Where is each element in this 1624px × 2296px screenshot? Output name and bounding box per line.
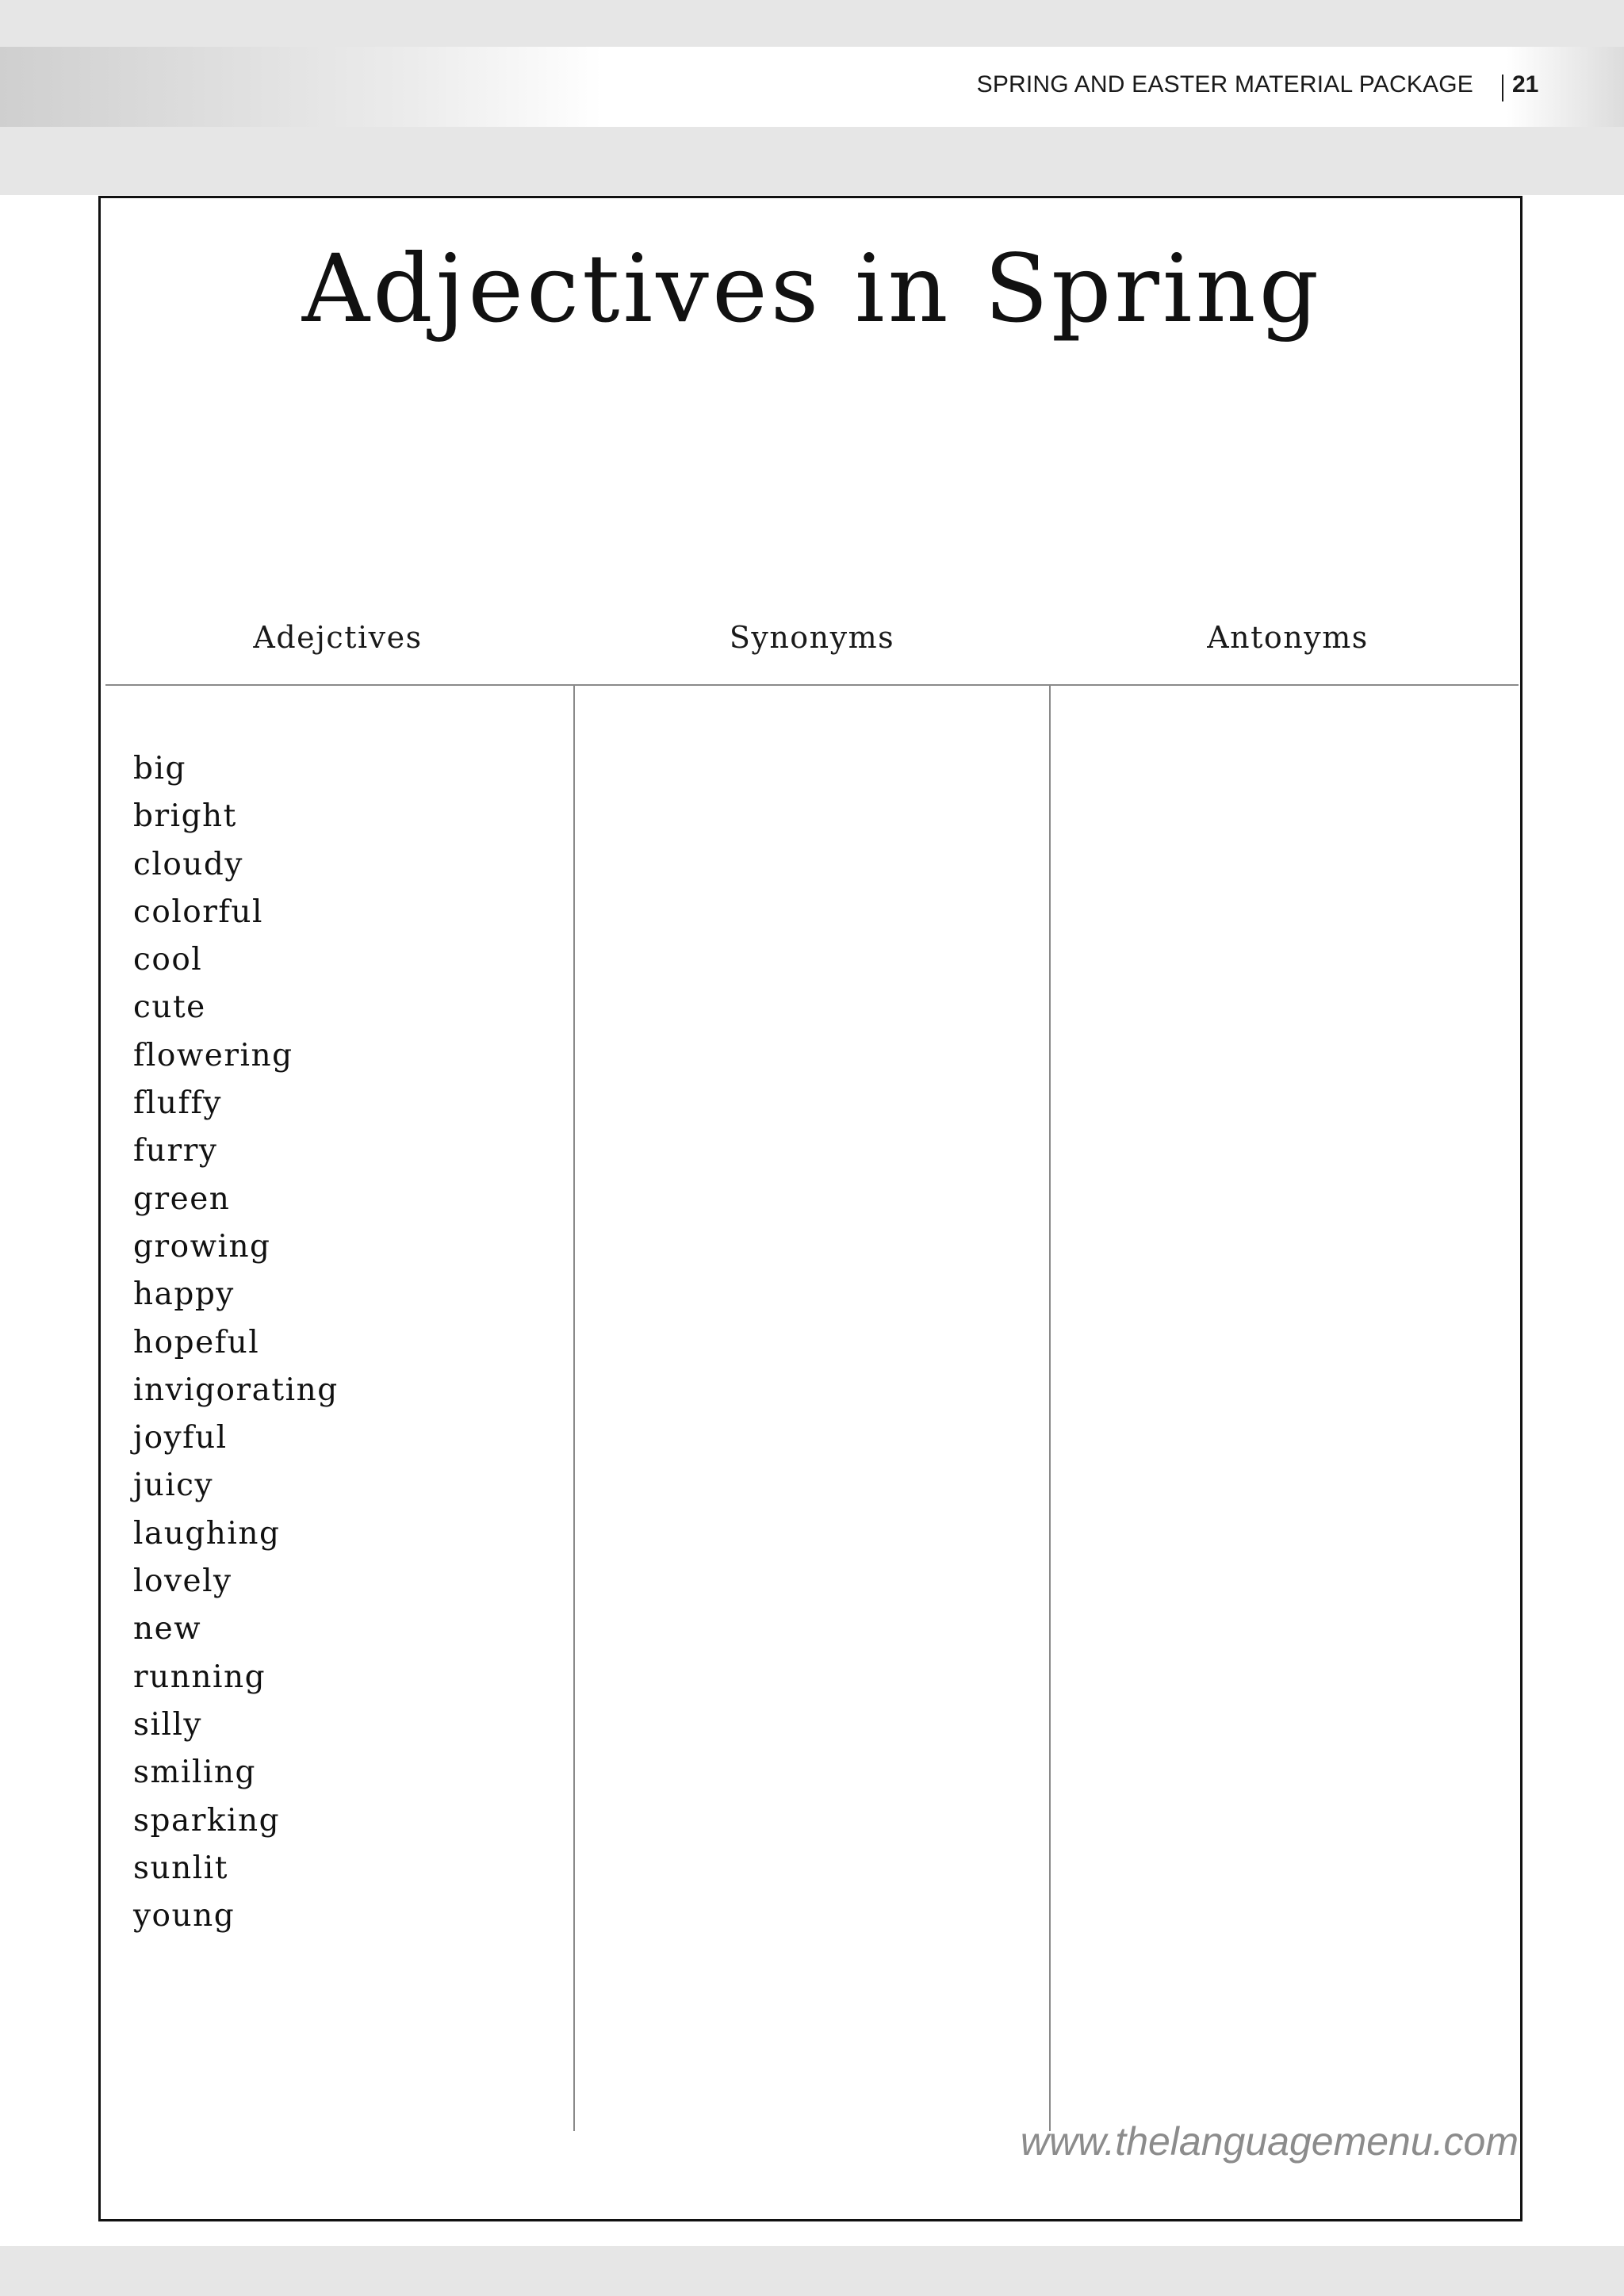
adjective-item: silly — [133, 1706, 202, 1743]
adjective-item: happy — [133, 1276, 235, 1313]
adjective-item: joyful — [133, 1420, 228, 1456]
adjective-item: bright — [133, 798, 237, 835]
website-url: www.thelanguagemenu.com — [1020, 2119, 1519, 2164]
page-title: Adjectives in Spring — [301, 234, 1323, 343]
adjective-item: cloudy — [133, 846, 243, 882]
adjective-item: laughing — [133, 1515, 281, 1552]
column-header-adjectives: Adejctives — [253, 620, 423, 655]
adjective-item: green — [133, 1181, 231, 1217]
header-separator — [1502, 75, 1503, 101]
adjective-item: lovely — [133, 1563, 232, 1600]
adjective-item: furry — [133, 1133, 218, 1169]
adjective-item: sparking — [133, 1802, 281, 1839]
adjective-item: flowering — [133, 1037, 293, 1073]
column-divider-2 — [1049, 685, 1051, 2131]
page-number: 21 — [1512, 71, 1539, 98]
adjective-item: new — [133, 1611, 202, 1647]
column-header-antonyms: Antonyms — [1207, 620, 1369, 655]
adjective-item: hopeful — [133, 1324, 260, 1360]
column-header-synonyms: Synonyms — [729, 620, 895, 655]
adjective-item: smiling — [133, 1755, 256, 1791]
bottom-band — [0, 2246, 1624, 2296]
adjective-item: invigorating — [133, 1372, 339, 1408]
adjective-item: young — [133, 1898, 236, 1934]
header-divider — [105, 684, 1519, 686]
header-title: SPRING AND EASTER MATERIAL PACKAGE — [976, 71, 1473, 98]
adjective-list — [133, 745, 339, 1940]
adjective-item: fluffy — [133, 1085, 222, 1122]
adjective-item: cool — [133, 942, 203, 978]
adjective-item: growing — [133, 1228, 271, 1265]
adjective-item: colorful — [133, 894, 263, 930]
adjective-item: cute — [133, 989, 206, 1026]
adjective-item: running — [133, 1659, 266, 1695]
adjective-item: big — [133, 751, 186, 786]
adjective-item: sunlit — [133, 1850, 228, 1886]
adjective-item: juicy — [133, 1468, 214, 1504]
column-divider-1 — [573, 685, 575, 2131]
